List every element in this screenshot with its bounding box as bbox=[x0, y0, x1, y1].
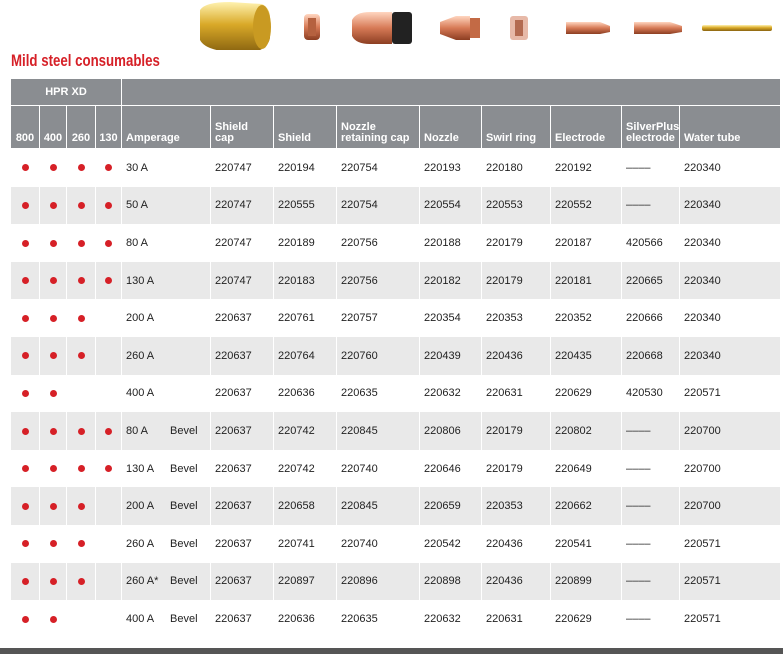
footer-bar bbox=[0, 648, 783, 654]
table-row bbox=[11, 149, 781, 187]
shield-cell: 220897 bbox=[274, 563, 337, 601]
availability-dot-icon bbox=[50, 616, 57, 623]
table-body bbox=[11, 149, 781, 638]
retaining-cap-cell: 220754 bbox=[337, 187, 420, 225]
system-400-cell bbox=[40, 563, 67, 601]
availability-dot-icon bbox=[78, 465, 85, 472]
system-400-header: 400 bbox=[40, 106, 67, 149]
shield-cell: 220555 bbox=[274, 187, 337, 225]
retaining-cap-cell: 220635 bbox=[337, 375, 420, 413]
water-tube-cell: 220340 bbox=[680, 262, 781, 300]
system-260-cell bbox=[67, 224, 96, 262]
availability-dot-icon bbox=[105, 428, 112, 435]
system-800-cell bbox=[11, 224, 40, 262]
water-tube-cell: 220340 bbox=[680, 187, 781, 225]
retaining-cap-cell: 220754 bbox=[337, 149, 420, 187]
water-tube-header: Water tube bbox=[680, 106, 781, 149]
swirl-ring-cell: 220436 bbox=[482, 525, 551, 563]
table-row bbox=[11, 299, 781, 337]
amperage-value: 200 A bbox=[126, 312, 155, 325]
availability-dot-icon bbox=[22, 352, 29, 359]
system-130-cell bbox=[96, 563, 122, 601]
system-400-cell bbox=[40, 412, 67, 450]
shield-cell: 220761 bbox=[274, 299, 337, 337]
availability-dot-icon bbox=[22, 428, 29, 435]
water-tube-cell: 220700 bbox=[680, 412, 781, 450]
system-260-cell bbox=[67, 299, 96, 337]
system-130-cell bbox=[96, 600, 122, 638]
amperage-value: 200 A bbox=[126, 500, 155, 513]
silverplus-cell: 220668 bbox=[622, 337, 680, 375]
retaining-cap-cell: 220740 bbox=[337, 450, 420, 488]
table-row bbox=[11, 487, 781, 525]
table-row bbox=[11, 224, 781, 262]
system-400-cell bbox=[40, 337, 67, 375]
water-tube-cell: 220340 bbox=[680, 337, 781, 375]
shield-cell: 220636 bbox=[274, 600, 337, 638]
shield-cap-image bbox=[200, 2, 271, 50]
swirl-ring-image bbox=[510, 16, 528, 40]
system-800-cell bbox=[11, 450, 40, 488]
electrode-cell: 220352 bbox=[551, 299, 622, 337]
availability-dot-icon bbox=[78, 240, 85, 247]
system-800-cell bbox=[11, 487, 40, 525]
system-260-cell bbox=[67, 450, 96, 488]
swirl-ring-cell: 220179 bbox=[482, 224, 551, 262]
amperage-cell bbox=[122, 600, 211, 638]
system-400-cell bbox=[40, 149, 67, 187]
amperage-value: 260 A* bbox=[126, 575, 159, 588]
nozzle-retaining-cap-image bbox=[352, 12, 412, 44]
amperage-cell bbox=[122, 375, 211, 413]
amperage-value: 400 A bbox=[126, 612, 155, 625]
nozzle-cell: 220193 bbox=[420, 149, 482, 187]
shield-cell: 220742 bbox=[274, 450, 337, 488]
availability-dot-icon bbox=[105, 164, 112, 171]
electrode-cell: 220629 bbox=[551, 375, 622, 413]
retaining-cap-cell: 220757 bbox=[337, 299, 420, 337]
availability-dot-icon bbox=[105, 202, 112, 209]
amperage-cell bbox=[122, 149, 211, 187]
availability-dot-icon bbox=[22, 277, 29, 284]
shield-cap-header: Shield cap bbox=[211, 106, 274, 149]
availability-dot-icon bbox=[22, 540, 29, 547]
water-tube-cell: 220700 bbox=[680, 450, 781, 488]
availability-dot-icon bbox=[78, 428, 85, 435]
amperage-value: 130 A bbox=[126, 462, 155, 475]
water-tube-cell: 220340 bbox=[680, 224, 781, 262]
system-400-cell bbox=[40, 450, 67, 488]
amperage-cell bbox=[122, 450, 211, 488]
electrode-cell: 220552 bbox=[551, 187, 622, 225]
table-row bbox=[11, 187, 781, 225]
availability-dot-icon bbox=[78, 277, 85, 284]
system-130-cell bbox=[96, 149, 122, 187]
electrode-cell: 220192 bbox=[551, 149, 622, 187]
availability-dot-icon bbox=[105, 240, 112, 247]
amperage-cell bbox=[122, 412, 211, 450]
electrode-cell: 220181 bbox=[551, 262, 622, 300]
amperage-value: 260 A bbox=[126, 349, 155, 362]
silverplus-cell: –––– bbox=[622, 187, 680, 225]
availability-dot-icon bbox=[78, 202, 85, 209]
silverplus-cell: –––– bbox=[622, 450, 680, 488]
system-400-cell bbox=[40, 375, 67, 413]
availability-dot-icon bbox=[50, 390, 57, 397]
shield-cap-cell: 220747 bbox=[211, 224, 274, 262]
system-130-header: 130 bbox=[96, 106, 122, 149]
system-800-cell bbox=[11, 375, 40, 413]
availability-dot-icon bbox=[50, 540, 57, 547]
water-tube-cell: 220571 bbox=[680, 600, 781, 638]
availability-dot-icon bbox=[22, 578, 29, 585]
silverplus-cell: –––– bbox=[622, 412, 680, 450]
electrode-image bbox=[566, 22, 610, 34]
availability-dot-icon bbox=[105, 277, 112, 284]
silverplus-cell: –––– bbox=[622, 487, 680, 525]
availability-dot-icon bbox=[50, 240, 57, 247]
retaining-cap-cell: 220760 bbox=[337, 337, 420, 375]
bevel-label: Bevel bbox=[170, 462, 198, 475]
availability-dot-icon bbox=[78, 540, 85, 547]
system-260-cell bbox=[67, 337, 96, 375]
amperage-value: 260 A bbox=[126, 537, 155, 550]
swirl-ring-cell: 220180 bbox=[482, 149, 551, 187]
amperage-value: 400 A bbox=[126, 387, 155, 400]
system-800-cell bbox=[11, 600, 40, 638]
system-800-cell bbox=[11, 563, 40, 601]
shield-image bbox=[304, 14, 320, 40]
system-800-header: 800 bbox=[11, 106, 40, 149]
hpr-xd-group-header: HPR XD bbox=[11, 79, 122, 106]
swirl-ring-cell: 220553 bbox=[482, 187, 551, 225]
swirl-ring-cell: 220631 bbox=[482, 375, 551, 413]
system-800-cell bbox=[11, 412, 40, 450]
electrode-cell: 220899 bbox=[551, 563, 622, 601]
shield-cell: 220742 bbox=[274, 412, 337, 450]
amperage-cell bbox=[122, 224, 211, 262]
silverplus-electrode-image bbox=[634, 22, 682, 34]
silverplus-cell: –––– bbox=[622, 149, 680, 187]
silverplus-cell: –––– bbox=[622, 525, 680, 563]
retaining-cap-cell: 220845 bbox=[337, 487, 420, 525]
availability-dot-icon bbox=[22, 465, 29, 472]
bevel-label: Bevel bbox=[170, 500, 198, 513]
shield-cap-cell: 220637 bbox=[211, 337, 274, 375]
swirl-ring-cell: 220436 bbox=[482, 563, 551, 601]
water-tube-cell: 220340 bbox=[680, 299, 781, 337]
availability-dot-icon bbox=[50, 352, 57, 359]
retaining-cap-cell: 220740 bbox=[337, 525, 420, 563]
system-130-cell bbox=[96, 525, 122, 563]
system-260-cell bbox=[67, 412, 96, 450]
swirl-ring-header: Swirl ring bbox=[482, 106, 551, 149]
amperage-header: Amperage bbox=[122, 106, 211, 149]
availability-dot-icon bbox=[50, 578, 57, 585]
amperage-cell bbox=[122, 487, 211, 525]
shield-cell: 220194 bbox=[274, 149, 337, 187]
amperage-value: 80 A bbox=[126, 424, 149, 437]
system-800-cell bbox=[11, 149, 40, 187]
system-130-cell bbox=[96, 337, 122, 375]
water-tube-image bbox=[702, 25, 772, 31]
amperage-value: 50 A bbox=[126, 199, 149, 212]
nozzle-cell: 220542 bbox=[420, 525, 482, 563]
electrode-cell: 220435 bbox=[551, 337, 622, 375]
availability-dot-icon bbox=[78, 352, 85, 359]
nozzle-cell: 220554 bbox=[420, 187, 482, 225]
silverplus-cell: 220666 bbox=[622, 299, 680, 337]
table-row bbox=[11, 375, 781, 413]
nozzle-cell: 220898 bbox=[420, 563, 482, 601]
shield-cell: 220636 bbox=[274, 375, 337, 413]
shield-cell: 220741 bbox=[274, 525, 337, 563]
table-row bbox=[11, 337, 781, 375]
shield-cell: 220183 bbox=[274, 262, 337, 300]
shield-cap-cell: 220747 bbox=[211, 262, 274, 300]
amperage-value: 130 A bbox=[126, 274, 155, 287]
electrode-cell: 220187 bbox=[551, 224, 622, 262]
amperage-cell bbox=[122, 262, 211, 300]
system-400-cell bbox=[40, 262, 67, 300]
consumables-table bbox=[10, 78, 781, 638]
system-130-cell bbox=[96, 375, 122, 413]
bevel-label: Bevel bbox=[170, 424, 198, 437]
silverplus-cell: 420566 bbox=[622, 224, 680, 262]
amperage-cell bbox=[122, 337, 211, 375]
nozzle-retaining-cap-header: Nozzle retaining cap bbox=[337, 106, 420, 149]
consumable-parts-images bbox=[0, 0, 783, 50]
availability-dot-icon bbox=[22, 390, 29, 397]
availability-dot-icon bbox=[50, 428, 57, 435]
availability-dot-icon bbox=[50, 465, 57, 472]
system-130-cell bbox=[96, 299, 122, 337]
shield-header: Shield bbox=[274, 106, 337, 149]
retaining-cap-cell: 220756 bbox=[337, 262, 420, 300]
nozzle-header: Nozzle bbox=[420, 106, 482, 149]
availability-dot-icon bbox=[50, 277, 57, 284]
shield-cap-cell: 220637 bbox=[211, 487, 274, 525]
system-400-cell bbox=[40, 299, 67, 337]
shield-cap-cell: 220637 bbox=[211, 525, 274, 563]
system-130-cell bbox=[96, 412, 122, 450]
shield-cap-cell: 220637 bbox=[211, 375, 274, 413]
shield-cell: 220189 bbox=[274, 224, 337, 262]
retaining-cap-cell: 220635 bbox=[337, 600, 420, 638]
swirl-ring-cell: 220353 bbox=[482, 487, 551, 525]
nozzle-cell: 220632 bbox=[420, 375, 482, 413]
system-260-cell bbox=[67, 563, 96, 601]
system-400-cell bbox=[40, 487, 67, 525]
swirl-ring-cell: 220436 bbox=[482, 337, 551, 375]
shield-cap-cell: 220637 bbox=[211, 450, 274, 488]
table-row bbox=[11, 412, 781, 450]
water-tube-cell: 220571 bbox=[680, 563, 781, 601]
availability-dot-icon bbox=[22, 503, 29, 510]
amperage-cell bbox=[122, 563, 211, 601]
page-title: Mild steel consumables bbox=[11, 51, 160, 70]
nozzle-cell: 220806 bbox=[420, 412, 482, 450]
water-tube-cell: 220340 bbox=[680, 149, 781, 187]
table-row bbox=[11, 525, 781, 563]
system-400-cell bbox=[40, 525, 67, 563]
availability-dot-icon bbox=[105, 465, 112, 472]
system-260-cell bbox=[67, 262, 96, 300]
shield-cell: 220764 bbox=[274, 337, 337, 375]
table-row bbox=[11, 600, 781, 638]
nozzle-cell: 220646 bbox=[420, 450, 482, 488]
bevel-label: Bevel bbox=[170, 575, 198, 588]
availability-dot-icon bbox=[78, 578, 85, 585]
retaining-cap-cell: 220845 bbox=[337, 412, 420, 450]
availability-dot-icon bbox=[78, 164, 85, 171]
swirl-ring-cell: 220631 bbox=[482, 600, 551, 638]
electrode-cell: 220541 bbox=[551, 525, 622, 563]
nozzle-image bbox=[440, 16, 480, 40]
system-260-cell bbox=[67, 375, 96, 413]
system-800-cell bbox=[11, 337, 40, 375]
availability-dot-icon bbox=[22, 315, 29, 322]
availability-dot-icon bbox=[22, 202, 29, 209]
amperage-value: 80 A bbox=[126, 236, 149, 249]
nozzle-cell: 220182 bbox=[420, 262, 482, 300]
system-260-cell bbox=[67, 149, 96, 187]
shield-cap-cell: 220747 bbox=[211, 187, 274, 225]
system-130-cell bbox=[96, 187, 122, 225]
system-800-cell bbox=[11, 187, 40, 225]
bevel-label: Bevel bbox=[170, 537, 198, 550]
silverplus-cell: 220665 bbox=[622, 262, 680, 300]
system-400-cell bbox=[40, 187, 67, 225]
amperage-cell bbox=[122, 299, 211, 337]
system-130-cell bbox=[96, 487, 122, 525]
availability-dot-icon bbox=[50, 164, 57, 171]
system-800-cell bbox=[11, 262, 40, 300]
electrode-cell: 220649 bbox=[551, 450, 622, 488]
retaining-cap-cell: 220756 bbox=[337, 224, 420, 262]
swirl-ring-cell: 220179 bbox=[482, 262, 551, 300]
nozzle-cell: 220354 bbox=[420, 299, 482, 337]
system-400-cell bbox=[40, 600, 67, 638]
system-130-cell bbox=[96, 224, 122, 262]
system-130-cell bbox=[96, 450, 122, 488]
shield-cap-cell: 220637 bbox=[211, 299, 274, 337]
amperage-value: 30 A bbox=[126, 161, 149, 174]
system-800-cell bbox=[11, 299, 40, 337]
shield-cap-cell: 220747 bbox=[211, 149, 274, 187]
water-tube-cell: 220700 bbox=[680, 487, 781, 525]
nozzle-cell: 220188 bbox=[420, 224, 482, 262]
bevel-label: Bevel bbox=[170, 612, 198, 625]
table-row bbox=[11, 262, 781, 300]
availability-dot-icon bbox=[50, 315, 57, 322]
amperage-cell bbox=[122, 187, 211, 225]
shield-cap-cell: 220637 bbox=[211, 563, 274, 601]
electrode-cell: 220629 bbox=[551, 600, 622, 638]
electrode-header: Electrode bbox=[551, 106, 622, 149]
system-800-cell bbox=[11, 525, 40, 563]
silverplus-cell: –––– bbox=[622, 600, 680, 638]
availability-dot-icon bbox=[50, 202, 57, 209]
water-tube-cell: 220571 bbox=[680, 525, 781, 563]
water-tube-cell: 220571 bbox=[680, 375, 781, 413]
table-row bbox=[11, 563, 781, 601]
nozzle-cell: 220439 bbox=[420, 337, 482, 375]
system-400-cell bbox=[40, 224, 67, 262]
electrode-cell: 220802 bbox=[551, 412, 622, 450]
availability-dot-icon bbox=[50, 503, 57, 510]
system-260-header: 260 bbox=[67, 106, 96, 149]
availability-dot-icon bbox=[22, 616, 29, 623]
system-260-cell bbox=[67, 600, 96, 638]
system-260-cell bbox=[67, 487, 96, 525]
silverplus-cell: 420530 bbox=[622, 375, 680, 413]
electrode-cell: 220662 bbox=[551, 487, 622, 525]
silverplus-cell: –––– bbox=[622, 563, 680, 601]
nozzle-cell: 220659 bbox=[420, 487, 482, 525]
amperage-cell bbox=[122, 525, 211, 563]
swirl-ring-cell: 220179 bbox=[482, 412, 551, 450]
swirl-ring-cell: 220353 bbox=[482, 299, 551, 337]
swirl-ring-cell: 220179 bbox=[482, 450, 551, 488]
availability-dot-icon bbox=[22, 164, 29, 171]
availability-dot-icon bbox=[78, 503, 85, 510]
retaining-cap-cell: 220896 bbox=[337, 563, 420, 601]
system-130-cell bbox=[96, 262, 122, 300]
shield-cap-cell: 220637 bbox=[211, 412, 274, 450]
header-blank bbox=[122, 79, 781, 106]
availability-dot-icon bbox=[22, 240, 29, 247]
shield-cell: 220658 bbox=[274, 487, 337, 525]
nozzle-cell: 220632 bbox=[420, 600, 482, 638]
system-260-cell bbox=[67, 187, 96, 225]
table-row bbox=[11, 450, 781, 488]
shield-cap-cell: 220637 bbox=[211, 600, 274, 638]
silverplus-electrode-header: SilverPlus electrode bbox=[622, 106, 680, 149]
availability-dot-icon bbox=[78, 315, 85, 322]
system-260-cell bbox=[67, 525, 96, 563]
